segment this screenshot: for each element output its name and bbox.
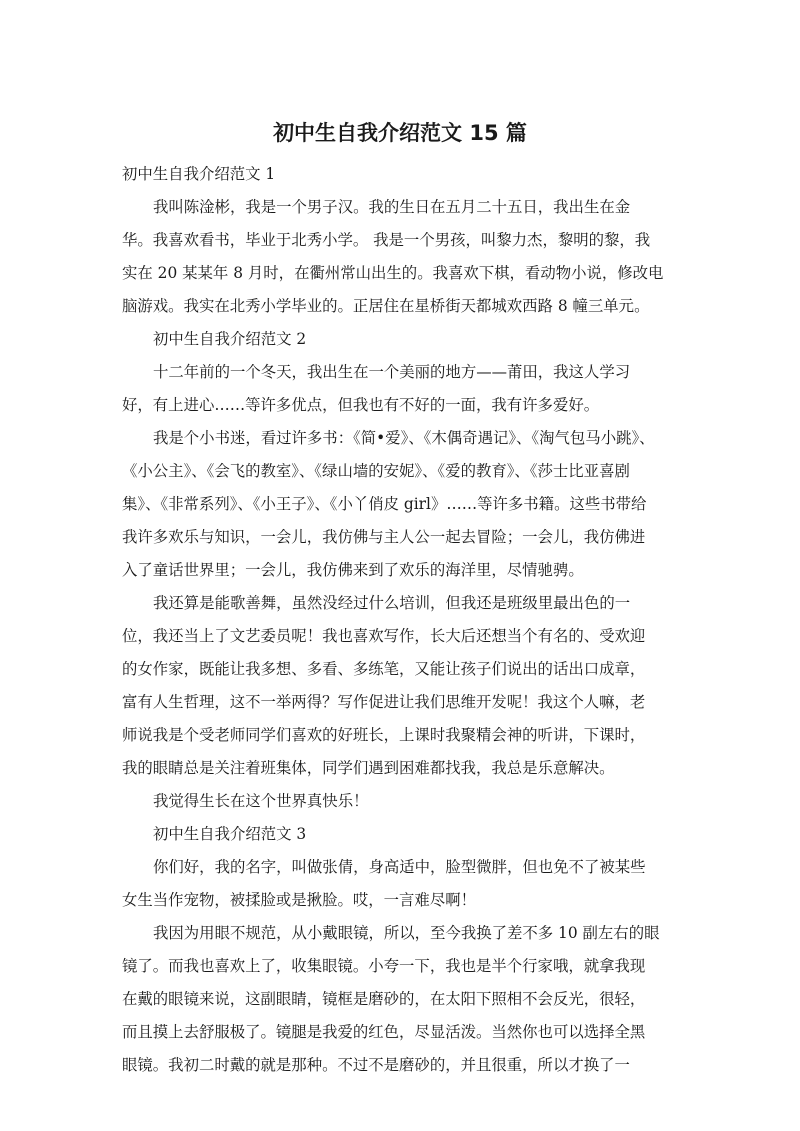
text-line: 我叫陈淦彬，我是一个男子汉。我的生日在五月二十五日，我出生在金 [153, 198, 631, 216]
text-line: 富有人生哲理，这不一举两得？写作促进让我们思维开发呢！我这个人嘛，老 [122, 693, 646, 711]
text-line: 位，我还当上了文艺委员呢！我也喜欢写作，长大后还想当个有名的、受欢迎 [122, 627, 646, 645]
text-line: 我还算是能歌善舞，虽然没经过什么培训，但我还是班级里最出色的一 [153, 594, 631, 612]
text-line: 在戴的眼镜来说，这副眼睛，镜框是磨砂的，在太阳下照相不会反光，很轻， [122, 990, 646, 1008]
text-line: 师说我是个受老师同学们喜欢的好班长，上课时我聚精会神的听讲，下课时， [122, 726, 646, 744]
text-line: 我的眼睛总是关注着班集体，同学们遇到困难都找我，我总是乐意解决。 [122, 759, 615, 777]
text-line: 的女作家，既能让我多想、多看、多练笔，又能让孩子们说出的话出口成章， [122, 660, 646, 678]
document-title: 初中生自我介绍范文 15 篇 [273, 121, 527, 145]
text-line: 初中生自我介绍范文 3 [153, 825, 307, 843]
text-line: 初中生自我介绍范文 1 [122, 165, 276, 183]
document-body [122, 158, 682, 1082]
text-line: 实在 20 某某年 8 月时，在衢州常山出生的。我喜欢下棋，看动物小说，修改电 [122, 264, 664, 282]
text-line: 女生当作宠物，被揉脸或是揪脸。哎，一言难尽啊！ [122, 891, 476, 909]
text-line: 我因为用眼不规范，从小戴眼镜，所以，至今我换了差不多 10 副左右的眼 [153, 924, 660, 942]
text-line: 初中生自我介绍范文 2 [153, 330, 307, 348]
text-line: 《小公主》、《会飞的教室》、《绿山墙的安妮》、《爱的教育》、《莎士比亚喜剧 [122, 462, 630, 480]
text-line: 十二年前的一个冬天，我出生在一个美丽的地方——莆田，我这人学习 [153, 363, 631, 381]
text-line: 华。我喜欢看书，毕业于北秀小学。 我是一个男孩，叫黎力杰，黎明的黎，我 [122, 231, 651, 249]
text-line: 我是个小书迷，看过许多书：《简•爱》、《木偶奇遇记》、《淘气包马小跳》、 [153, 429, 655, 447]
text-line: 我觉得生长在这个世界真快乐！ [153, 792, 369, 810]
text-line: 脑游戏。我实在北秀小学毕业的。正居住在星桥街天都城欢西路 8 幢三单元。 [122, 297, 650, 315]
text-line: 眼镜。我初二时戴的就是那种。不过不是磨砂的，并且很重，所以才换了一 [122, 1056, 630, 1074]
text-line: 我许多欢乐与知识，一会儿，我仿佛与主人公一起去冒险；一会儿，我仿佛进 [122, 528, 646, 546]
text-line: 好，有上进心……等许多优点，但我也有不好的一面，我有许多爱好。 [122, 396, 600, 414]
text-line: 而且摸上去舒服极了。镜腿是我爱的红色，尽显活泼。当然你也可以选择全黑 [122, 1023, 646, 1041]
text-line: 你们好，我的名字，叫做张倩，身高适中，脸型微胖，但也免不了被某些 [153, 858, 646, 876]
text-line: 集》、《非常系列》、《小王子》、《小丫俏皮 girl》……等许多书籍。这些书带给 [122, 495, 647, 513]
text-line: 镜了。而我也喜欢上了，收集眼镜。小夸一下，我也是半个行家哦，就拿我现 [122, 957, 646, 975]
text-line: 入了童话世界里；一会儿，我仿佛来到了欢乐的海洋里，尽情驰骋。 [122, 561, 584, 579]
